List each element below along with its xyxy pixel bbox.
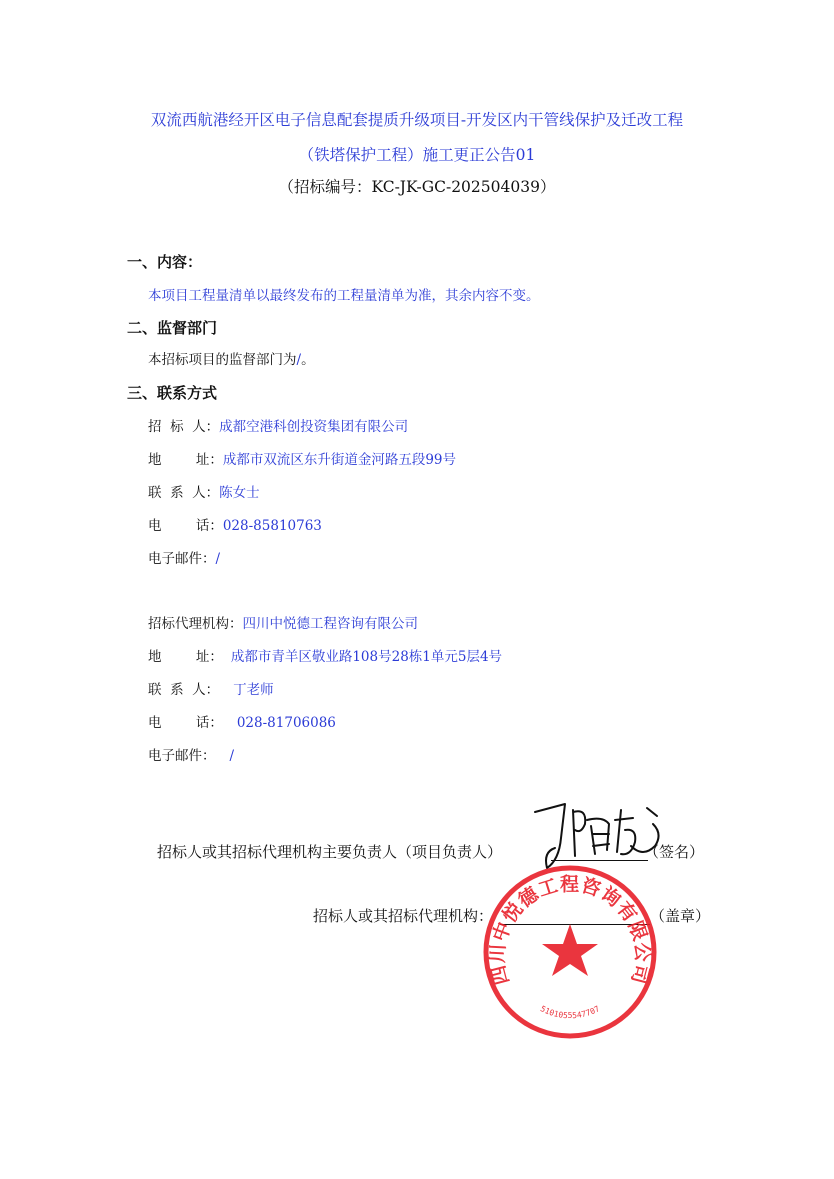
tenderer-value: 成都空港科创投资集团有限公司 bbox=[219, 419, 409, 435]
agency-phone-row bbox=[148, 711, 336, 731]
tenderer-phone-value: 028-85810763 bbox=[222, 518, 322, 534]
agency-label: 招标代理机构： bbox=[148, 616, 243, 632]
tenderer-label: 招 标 人： bbox=[148, 419, 220, 435]
tenderer-phone-row bbox=[148, 514, 322, 534]
title-line2: （铁塔保护工程）施工更正公告01 bbox=[298, 146, 536, 164]
agency-contact-value: 丁老师 bbox=[233, 682, 274, 698]
section2-body bbox=[148, 348, 315, 368]
signature-line2-suffix: （盖章） bbox=[650, 907, 711, 925]
agency-value: 四川中悦德工程咨询有限公司 bbox=[242, 616, 418, 632]
tenderer-row bbox=[148, 415, 408, 435]
title-line1: 双流西航港经开区电子信息配套提质升级项目-开发区内干管线保护及迁改工程 bbox=[150, 111, 684, 129]
tenderer-address-value: 成都市双流区东升街道金河路五段99号 bbox=[222, 452, 457, 468]
agency-phone-label: 电 话： bbox=[148, 715, 223, 731]
agency-contact-label: 联 系 人： bbox=[148, 682, 220, 698]
signature-line1-label: 招标人或其招标代理机构主要负责人（项目负责人） bbox=[157, 843, 503, 861]
section3-heading: 三、联系方式 bbox=[127, 384, 218, 402]
tenderer-contact-row bbox=[148, 481, 260, 501]
agency-address-label: 地 址： bbox=[148, 649, 223, 665]
section1-heading: 一、内容： bbox=[127, 253, 203, 271]
tenderer-address-row bbox=[148, 448, 456, 468]
tenderer-email-row bbox=[148, 547, 220, 567]
agency-email-row bbox=[148, 744, 234, 764]
section1-body: 本项目工程量清单以最终发布的工程量清单为准，其余内容不变。 bbox=[148, 288, 540, 304]
tenderer-phone-label: 电 话： bbox=[148, 518, 223, 534]
tenderer-email-value: / bbox=[215, 551, 221, 567]
tenderer-contact-label: 联 系 人： bbox=[148, 485, 220, 501]
bid-number-text: （招标编号：KC-JK-GC-202504039） bbox=[278, 178, 556, 196]
signature-line1-suffix: （签名） bbox=[644, 843, 705, 861]
section2-body-prefix: 本招标项目的监督部门为 bbox=[148, 352, 297, 368]
bid-number bbox=[0, 175, 834, 197]
agency-contact-row bbox=[148, 678, 274, 698]
agency-address-row bbox=[148, 645, 502, 665]
section2-heading: 二、监督部门 bbox=[127, 319, 218, 337]
company-seal bbox=[480, 862, 660, 1042]
agency-email-value: / bbox=[229, 748, 235, 764]
tenderer-address-label: 地 址： bbox=[148, 452, 223, 468]
seal-company-text: 四川中悦德工程咨询有限公司 bbox=[486, 873, 654, 988]
agency-email-label: 电子邮件： bbox=[148, 748, 216, 764]
section2-body-suffix: 。 bbox=[301, 352, 315, 368]
seal-number-text: 5101055547707 bbox=[538, 1004, 602, 1021]
agency-phone-value: 028-81706086 bbox=[236, 715, 336, 731]
agency-row bbox=[148, 612, 418, 632]
tenderer-email-label: 电子邮件： bbox=[148, 551, 216, 567]
agency-address-value: 成都市青羊区敬业路108号28栋1单元5层4号 bbox=[230, 649, 503, 665]
seal-star-icon bbox=[542, 924, 598, 976]
tenderer-contact-value: 陈女士 bbox=[219, 485, 260, 501]
section2-body-value: / bbox=[296, 352, 302, 368]
signature-line2-label: 招标人或其招标代理机构： bbox=[313, 907, 494, 925]
